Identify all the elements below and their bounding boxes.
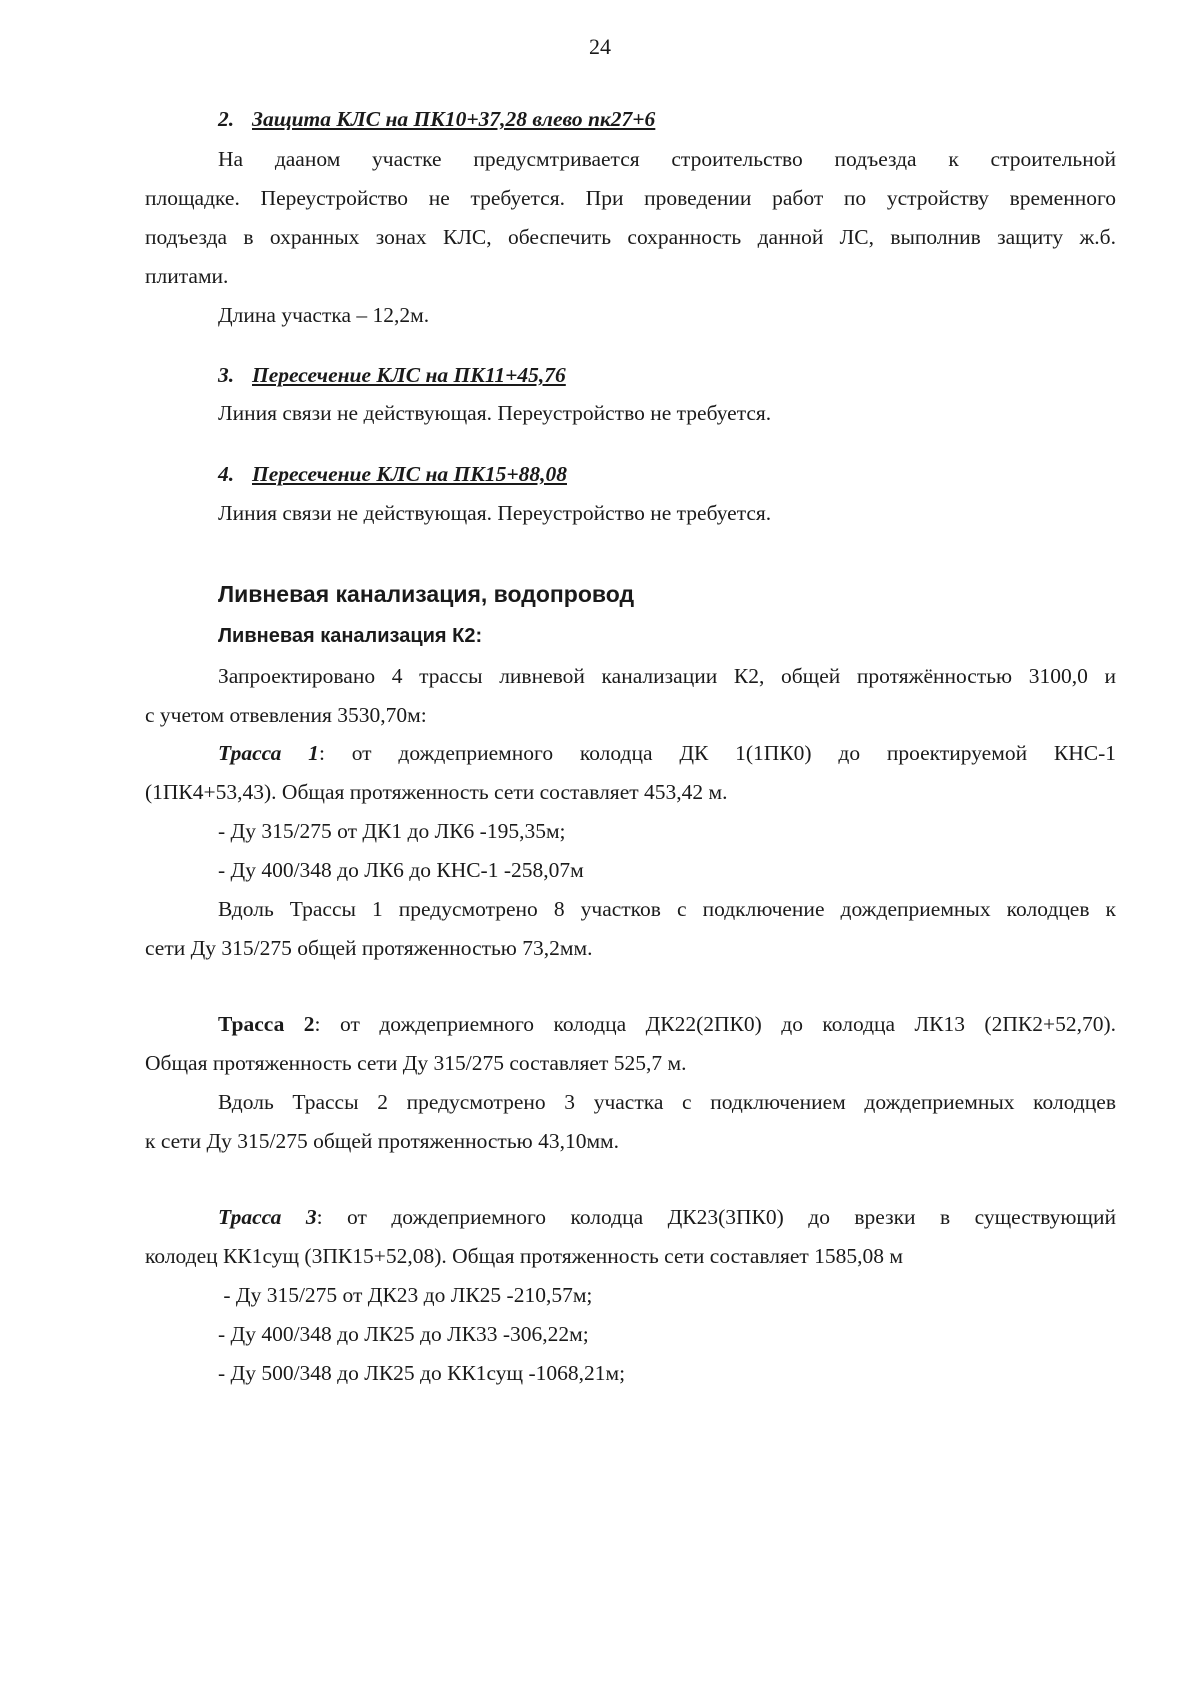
- paragraph-line: плитами.: [145, 264, 229, 288]
- subsection-heading: Ливневая канализация К2:: [218, 625, 483, 647]
- route-text: : от дождеприемного колодца ДК 1(1ПК0) до проектируемой КНС-1: [318, 741, 1116, 765]
- page-number: 24: [589, 34, 611, 59]
- item-number: 4.: [218, 462, 235, 486]
- section-length: Длина участка – 12,2м.: [218, 303, 430, 327]
- item-title: Пересечение КЛС на ПК15+88,08: [252, 462, 567, 486]
- paragraph-line: колодец КК1сущ (3ПК15+52,08). Общая протяженность сети составляет 1585,08 м: [145, 1244, 904, 1268]
- paragraph-line: Вдоль Трассы 1 предусмотрено 8 участков с подключение дождеприемных колодцев к: [218, 897, 1116, 921]
- item-heading: [218, 98, 1116, 140]
- route-paragraph: [218, 1003, 1116, 1045]
- paragraph-line: Линия связи не действующая. Переустройство не требуется.: [218, 401, 772, 425]
- pipe-item: - Ду 315/275 от ДК1 до ЛК6 -195,35м;: [218, 819, 566, 843]
- item-number: 2.: [218, 107, 235, 131]
- item-title: Защита КЛС на ПК10+37,28 влево пк27+6: [252, 107, 656, 131]
- item-number: 3.: [218, 363, 235, 387]
- paragraph-line: с учетом отвевления 3530,70м:: [145, 703, 427, 727]
- route-paragraph: [218, 732, 1116, 774]
- pipe-item: - Ду 500/348 до ЛК25 до КК1сущ -1068,21м;: [218, 1361, 626, 1385]
- route-paragraph: [218, 1196, 1116, 1238]
- paragraph-line: Запроектировано 4 трассы ливневой канализации К2, общей протяжённостью 3100,0 и: [218, 664, 1116, 688]
- paragraph-line: (1ПК4+53,43). Общая протяженность сети составляет 453,42 м.: [145, 780, 728, 804]
- route-text: : от дождеприемного колодца ДК23(3ПК0) до врезки в существующий: [316, 1205, 1116, 1229]
- paragraph-line: сети Ду 315/275 общей протяженностью 73,2мм.: [145, 936, 593, 960]
- item-heading: [218, 354, 1116, 396]
- route-label: Трасса 1: [218, 741, 319, 765]
- pipe-item: - Ду 315/275 от ДК23 до ЛК25 -210,57м;: [218, 1283, 593, 1307]
- route-label: Трасса 3: [218, 1205, 317, 1229]
- paragraph-line: На дааном участке предусмтривается строительство подъезда к строительной: [218, 147, 1116, 171]
- paragraph-line: Общая протяженность сети Ду 315/275 составляет 525,7 м.: [145, 1051, 687, 1075]
- section-heading: Ливневая канализация, водопровод: [218, 581, 635, 607]
- item-title: Пересечение КЛС на ПК11+45,76: [252, 363, 566, 387]
- paragraph-line: Вдоль Трассы 2 предусмотрено 3 участка с подключением дождеприемных колодцев: [218, 1090, 1116, 1114]
- paragraph-line: подъезда в охранных зонах КЛС, обеспечить сохранность данной ЛС, выполнив защиту ж.б.: [145, 225, 1116, 249]
- route-label: Трасса 2: [218, 1012, 315, 1036]
- route-text: : от дождеприемного колодца ДК22(2ПК0) до колодца ЛК13 (2ПК2+52,70).: [314, 1012, 1116, 1036]
- paragraph-line: к сети Ду 315/275 общей протяженностью 43,10мм.: [145, 1129, 620, 1153]
- pipe-item: - Ду 400/348 до ЛК25 до ЛК33 -306,22м;: [218, 1322, 589, 1346]
- pipe-item: - Ду 400/348 до ЛК6 до КНС-1 -258,07м: [218, 858, 584, 882]
- paragraph-line: площадке. Переустройство не требуется. При проведении работ по устройству временного: [145, 186, 1116, 210]
- paragraph-line: Линия связи не действующая. Переустройство не требуется.: [218, 501, 772, 525]
- item-heading: [218, 453, 1116, 495]
